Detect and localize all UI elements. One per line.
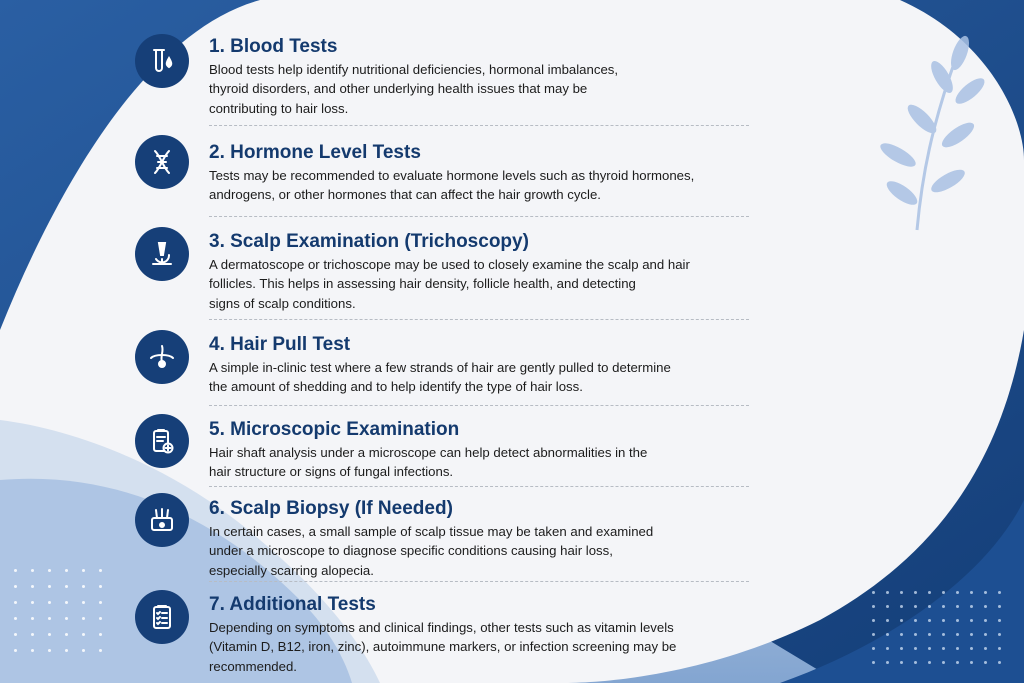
dna-icon (135, 135, 189, 189)
item-title: 7. Additional Tests (209, 594, 376, 615)
item-description (209, 618, 676, 676)
divider (209, 319, 749, 320)
divider (209, 486, 749, 487)
item-title: 1. Blood Tests (209, 36, 338, 57)
divider (209, 405, 749, 406)
microscope-icon (135, 227, 189, 281)
hair-follicle-icon (135, 330, 189, 384)
desc-line: In certain cases, a small sample of scalp tissue may be taken and examined (209, 524, 654, 539)
desc-line: signs of scalp conditions. (209, 295, 356, 311)
desc-line: under a microscope to diagnose specific conditions causing hair loss, (209, 543, 613, 559)
item-description (209, 60, 618, 118)
item-description (209, 255, 690, 313)
desc-line: Blood tests help identify nutritional deficiencies, hormonal imbalances, (209, 62, 619, 77)
desc-line: hair structure or signs of fungal infections. (209, 464, 454, 480)
desc-line: Tests may be recommended to evaluate hormone levels such as thyroid hormones, (209, 168, 695, 183)
item-title: 6. Scalp Biopsy (If Needed) (209, 498, 453, 519)
divider (209, 125, 749, 126)
item-title: 2. Hormone Level Tests (209, 142, 421, 163)
desc-line: the amount of shedding and to help identify the type of hair loss. (209, 379, 583, 395)
desc-line: contributing to hair loss. (209, 100, 349, 116)
desc-line: A dermatoscope or trichoscope may be used to closely examine the scalp and hair (209, 257, 690, 272)
item-description (209, 443, 647, 482)
item-title: 3. Scalp Examination (Trichoscopy) (209, 231, 529, 252)
desc-line: (Vitamin D, B12, iron, zinc), autoimmune markers, or infection screening may be (209, 639, 677, 655)
desc-line: androgens, or other hormones that can affect the hair growth cycle. (209, 187, 601, 203)
divider (209, 581, 749, 582)
divider (209, 216, 749, 217)
desc-line: especially scarring alopecia. (209, 562, 374, 578)
test-tube-drop-icon (135, 34, 189, 88)
item-description (209, 166, 694, 205)
desc-line: Depending on symptoms and clinical findings, other tests such as vitamin levels (209, 620, 674, 635)
desc-line: thyroid disorders, and other underlying health issues that may be (209, 81, 588, 97)
skin-section-icon (135, 493, 189, 547)
desc-line: recommended. (209, 658, 297, 674)
item-title: 5. Microscopic Examination (209, 419, 460, 440)
desc-line: A simple in-clinic test where a few strands of hair are gently pulled to determine (209, 360, 671, 375)
item-title: 4. Hair Pull Test (209, 334, 351, 355)
desc-line: follicles. This helps in assessing hair density, follicle health, and detecting (209, 276, 636, 292)
item-description (209, 358, 671, 397)
item-description (209, 522, 653, 580)
desc-line: Hair shaft analysis under a microscope can help detect abnormalities in the (209, 445, 648, 460)
clipboard-list-icon (135, 590, 189, 644)
clipboard-plus-icon (135, 414, 189, 468)
